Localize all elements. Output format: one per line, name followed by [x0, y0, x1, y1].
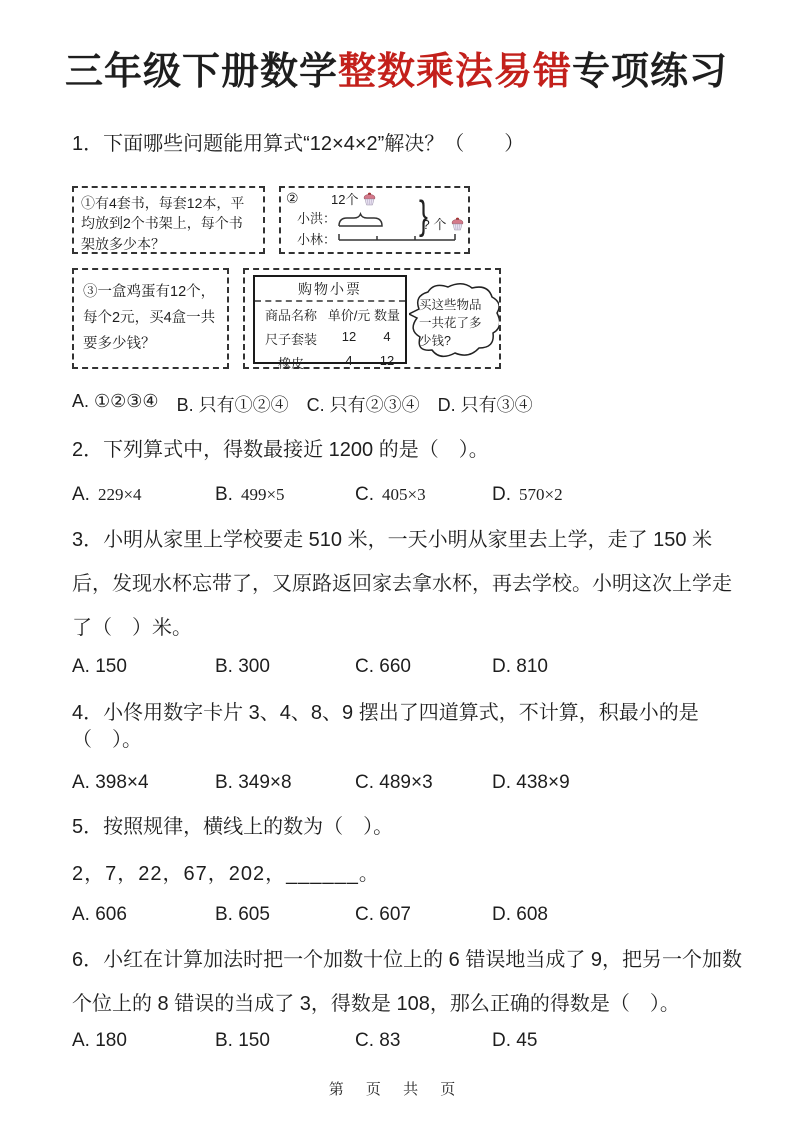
- question-6-stem: 6．小红在计算加法时把一个加数十位上的 6 错误地当成了 9，把另一个加数个位上的 8 错误的当成了 3，得数是 108，那么正确的得数是（ ）。: [72, 949, 743, 1015]
- question-2-stem: 2．下列算式中，得数最接近 1200 的是（ ）。: [72, 439, 489, 461]
- segment-bracket-small: [337, 212, 384, 228]
- shopping-receipt: [253, 275, 407, 371]
- option-expression: 570×2: [519, 485, 563, 504]
- q2-option-c: [355, 484, 492, 506]
- q1-problem-box-4: [243, 268, 501, 369]
- receipt-header-price: 单价/元: [327, 307, 371, 323]
- q5-option-a: A. 606: [72, 904, 127, 925]
- q3-option-b: B. 300: [215, 656, 270, 677]
- q4-options: [72, 772, 743, 794]
- title-suffix: 专项练习: [572, 51, 729, 93]
- worksheet-body: [0, 131, 793, 1052]
- q5-options: [72, 904, 743, 926]
- q3-option-c: C. 660: [355, 656, 411, 677]
- page-footer: 第 页 共 页: [328, 1081, 465, 1098]
- q1-option-d: D. 只有③④: [437, 395, 533, 415]
- option-expression: 229×4: [97, 485, 142, 504]
- q1-box-row-1: [72, 186, 743, 254]
- option-expression: 499×5: [240, 485, 285, 504]
- q1-problem-box-2: [279, 186, 470, 254]
- q6-options: [72, 1030, 743, 1052]
- receipt-cell: 尺子套装: [264, 331, 317, 347]
- receipt-cell: 12: [341, 328, 357, 344]
- receipt-header-qty: 数量: [373, 307, 400, 323]
- q3-option-a: A. 150: [72, 656, 127, 677]
- q2-option-a: [72, 484, 215, 506]
- receipt-cell: 橡皮: [277, 355, 304, 371]
- option-expression: 405×3: [382, 485, 426, 504]
- q6-option-c: C. 83: [355, 1030, 401, 1051]
- q3-options: [72, 656, 743, 678]
- receipt-header-name: 商品名称: [264, 307, 317, 323]
- q4-option-b: B. 349×8: [215, 772, 292, 793]
- q4-option-a: A. 398×4: [72, 772, 149, 793]
- option-label: A.: [72, 484, 90, 505]
- q5-option-b: B. 605: [215, 904, 270, 925]
- receipt-cell: 4: [345, 352, 353, 368]
- q4-option-c: C. 489×3: [355, 772, 433, 793]
- title-prefix: 三年级下册数学: [64, 51, 338, 93]
- q2-options: [72, 484, 743, 506]
- q2-option-d: [492, 484, 743, 506]
- q1-option-c: C. 只有②③④: [306, 395, 420, 415]
- box2-question-label: [423, 214, 465, 233]
- q2-option-b: [215, 484, 355, 506]
- q1-options: [72, 391, 743, 417]
- box2-row1-name: 小洪：: [297, 211, 337, 226]
- q5-option-d: D. 608: [492, 904, 548, 925]
- q3-option-d: D. 810: [492, 656, 548, 677]
- page-title: [0, 0, 793, 95]
- q6-option-d: D. 45: [492, 1030, 538, 1051]
- q6-option-b: B. 150: [215, 1030, 270, 1051]
- q4-option-d: D. 438×9: [492, 772, 570, 793]
- box2-amount-text: 12个: [331, 192, 359, 207]
- title-highlight: 整数乘法易错: [337, 51, 572, 93]
- option-label: B.: [215, 484, 233, 505]
- question-4-stem: 4．小佟用数字卡片 3、4、8、9 摆出了四道算式，不计算，积最小的是（ ）。: [72, 702, 699, 751]
- box2-row2-name: 小林：: [297, 232, 337, 247]
- receipt-cell: 12: [379, 352, 395, 368]
- cupcake-icon: [362, 192, 377, 206]
- option-label: D.: [492, 484, 511, 505]
- q1-problem-box-1: ①有4套书，每套12本，平均放到2个书架上，每个书架放多少本？: [72, 186, 265, 254]
- question-1-stem: 1．下面哪些问题能用算式“12×4×2”解决？（ ）: [72, 133, 525, 155]
- option-label: C.: [355, 484, 374, 505]
- brace-icon: }: [419, 193, 428, 238]
- q1-problem-box-3: ③一盒鸡蛋有12个，每个2元，买4盒一共要多少钱？: [72, 268, 229, 369]
- box2-amount-label: [331, 189, 377, 208]
- receipt-table: [255, 302, 405, 374]
- q5-number-sequence: 2，7，22，67，202，______。: [72, 863, 380, 885]
- receipt-cell: 4: [383, 328, 391, 344]
- q5-option-c: C. 607: [355, 904, 411, 925]
- q1-box-row-2: [72, 268, 743, 369]
- speech-bubble-text: 买这些物品一共花了多少钱?: [419, 298, 482, 349]
- receipt-title: 购物小票: [255, 277, 405, 302]
- box2-question-text: ? 个: [422, 217, 447, 232]
- q6-option-a: A. 180: [72, 1030, 127, 1051]
- question-3-stem: 3．小明从家里上学校要走 510 米，一天小明从家里去上学，走了 150 米后，发现水杯忘带了，又原路返回家去拿水杯，再去学校。小明这次上学走了（ ）米。: [72, 529, 732, 639]
- speech-bubble: [409, 282, 499, 362]
- q1-option-b: B. 只有①②④: [176, 395, 289, 415]
- cupcake-icon: [450, 217, 465, 231]
- box2-label: ②: [286, 190, 299, 206]
- question-5-stem: 5．按照规律，横线上的数为（ ）。: [72, 816, 394, 838]
- q1-option-a: A. ①②③④: [72, 391, 159, 411]
